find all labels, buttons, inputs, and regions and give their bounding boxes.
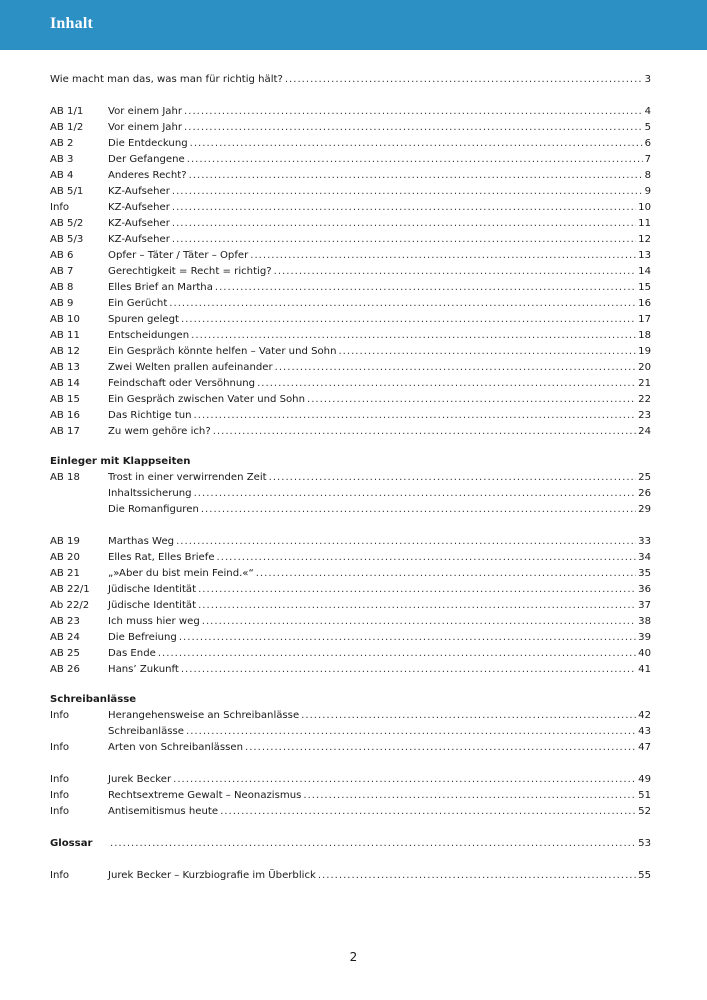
toc-entry-page: 51 (638, 790, 651, 801)
toc-entry[interactable] (50, 534, 654, 550)
toc-entry-title: Elles Rat, Elles Briefe (108, 552, 215, 563)
toc-entry-page: 42 (638, 710, 651, 721)
toc-entry-code: AB 18 (50, 472, 80, 483)
dot-leader (201, 502, 636, 518)
toc-entry-title: Elles Brief an Martha (108, 282, 213, 293)
toc-entry-page: 33 (638, 536, 651, 547)
toc-entry[interactable] (50, 614, 654, 630)
toc-entry-code: Info (50, 774, 70, 785)
dot-leader (181, 662, 636, 678)
toc-entry-page: 35 (638, 568, 651, 579)
toc-entry-intro[interactable] (50, 72, 654, 88)
toc-entry-page: 52 (638, 806, 651, 817)
toc-entry[interactable] (50, 470, 654, 486)
dot-leader (202, 614, 636, 630)
toc-entry-code: AB 6 (50, 250, 74, 261)
toc-entry-title: Rechtsextreme Gewalt – Neonazismus (108, 790, 302, 801)
dot-leader (307, 392, 636, 408)
toc-entry-code: AB 5/3 (50, 234, 84, 245)
toc-entry-code: AB 14 (50, 378, 80, 389)
toc-entry-title: „»Aber du bist mein Feind.«“ (108, 568, 254, 579)
toc-entry-page: 12 (638, 234, 651, 245)
toc-entry-page: 10 (638, 202, 651, 213)
toc-entry[interactable] (50, 708, 654, 724)
toc-entry[interactable] (50, 772, 654, 788)
toc-entry-code: AB 25 (50, 648, 80, 659)
dot-leader (187, 152, 643, 168)
toc-entry-page: 17 (638, 314, 651, 325)
toc-entry-page: 18 (638, 330, 651, 341)
toc-entry-page: 7 (644, 154, 651, 165)
toc-entry-title: Antisemitismus heute (108, 806, 219, 817)
toc-entry-glossar[interactable] (50, 836, 654, 852)
toc-entry-page: 9 (644, 186, 651, 197)
toc-entry-code: Info (50, 710, 70, 721)
toc-entry-title: Herangehensweise an Schreibanlässe (108, 710, 300, 721)
dot-leader (189, 168, 643, 184)
toc-entry-title: Inhaltssicherung (108, 488, 192, 499)
toc-entry-code: Info (50, 790, 70, 801)
toc-entry[interactable] (50, 296, 654, 312)
toc-entry-page: 43 (638, 726, 651, 737)
toc-entry-code: AB 5/1 (50, 186, 84, 197)
dot-leader (318, 868, 636, 884)
toc-entry[interactable] (50, 662, 654, 678)
toc-entry-title: Jurek Becker (108, 774, 172, 785)
toc-entry[interactable] (50, 424, 654, 440)
toc-entry-code: AB 7 (50, 266, 74, 277)
dot-leader (301, 708, 636, 724)
toc-entry-page: 39 (638, 632, 651, 643)
toc-entry-code: AB 17 (50, 426, 80, 437)
toc-entry-page: 21 (638, 378, 651, 389)
toc-entry-title: Zwei Welten prallen aufeinander (108, 362, 273, 373)
toc-entry[interactable] (50, 486, 654, 502)
toc-entry-title: Ein Gespräch zwischen Vater und Sohn (108, 394, 305, 405)
dot-leader (338, 344, 636, 360)
toc-entry-page: 14 (638, 266, 651, 277)
toc-entry-title: Trost in einer verwirrenden Zeit (108, 472, 267, 483)
toc-second-list (50, 534, 654, 678)
toc-entry-code: AB 9 (50, 298, 74, 309)
toc-entry-page: 22 (638, 394, 651, 405)
dot-leader (194, 408, 637, 424)
toc-entry-page: 6 (644, 138, 651, 149)
dot-leader (181, 312, 636, 328)
dot-leader (169, 296, 636, 312)
toc-entry-title: Gerechtigkeit = Recht = richtig? (108, 266, 272, 277)
toc-entry-code: AB 12 (50, 346, 80, 357)
dot-leader (172, 216, 636, 232)
dot-leader (217, 550, 637, 566)
dot-leader (186, 724, 636, 740)
dot-leader (213, 424, 636, 440)
dot-leader (257, 376, 636, 392)
toc-entry[interactable] (50, 598, 654, 614)
toc-entry-title: Feindschaft oder Versöhnung (108, 378, 256, 389)
toc-entry-title: Der Gefangene (108, 154, 185, 165)
toc-entry-title: Entscheidungen (108, 330, 190, 341)
toc-entry[interactable] (50, 328, 654, 344)
toc-entry-title: Vor einem Jahr (108, 106, 183, 117)
toc-entry-page: 13 (638, 250, 651, 261)
toc-entry-page: 55 (638, 870, 651, 881)
toc-entry-code: AB 21 (50, 568, 80, 579)
dot-leader (198, 582, 636, 598)
toc-entry-title: Ein Gespräch könnte helfen – Vater und Sohn (108, 346, 337, 357)
dot-leader (110, 836, 636, 852)
dot-leader (191, 328, 636, 344)
toc-entry[interactable] (50, 184, 654, 200)
toc-entry[interactable] (50, 200, 654, 216)
toc-entry-code: AB 15 (50, 394, 80, 405)
toc-entry-code: AB 5/2 (50, 218, 84, 229)
toc-entry-code: AB 26 (50, 664, 80, 675)
toc-entry[interactable] (50, 248, 654, 264)
toc-entry-title: Jüdische Identität (108, 584, 197, 595)
toc-entry-title: Zu wem gehöre ich? (108, 426, 211, 437)
toc-entry[interactable] (50, 216, 654, 232)
toc-entry-page: 29 (638, 504, 651, 515)
toc-entry[interactable] (50, 392, 654, 408)
dot-leader (256, 566, 636, 582)
toc-entry[interactable] (50, 168, 654, 184)
toc-entry-page: 41 (638, 664, 651, 675)
dot-leader (172, 184, 643, 200)
toc-entry-title: Ein Gerücht (108, 298, 168, 309)
toc-entry-title: Ich muss hier weg (108, 616, 200, 627)
dot-leader (285, 72, 643, 88)
toc-entry-code: AB 19 (50, 536, 80, 547)
toc-entry-title: KZ-Aufseher (108, 202, 170, 213)
toc-entry-code: AB 4 (50, 170, 74, 181)
toc-entry-page: 23 (638, 410, 651, 421)
toc-entry-page: 26 (638, 488, 651, 499)
dot-leader (158, 646, 636, 662)
toc-entry-code: Glossar (50, 838, 93, 849)
toc-entry-code: Ab 22/2 (50, 600, 90, 611)
toc-main-list (50, 104, 654, 440)
dot-leader (179, 630, 636, 646)
toc-entry-code: AB 3 (50, 154, 74, 165)
toc-entry-page: 4 (644, 106, 651, 117)
toc-entry-title: KZ-Aufseher (108, 218, 170, 229)
toc-entry-title: Arten von Schreibanlässen (108, 742, 243, 753)
toc-entry-title: Die Befreiung (108, 632, 177, 643)
toc-entry-page: 38 (638, 616, 651, 627)
toc-entry-page: 24 (638, 426, 651, 437)
toc-entry-code: AB 23 (50, 616, 80, 627)
toc-entry-code: AB 1/1 (50, 106, 84, 117)
toc-entry-code: AB 20 (50, 552, 80, 563)
section-heading-schreibanlaesse: Schreibanlässe (50, 694, 137, 705)
toc-entry-page: 5 (644, 122, 651, 133)
toc-entry-final[interactable] (50, 868, 654, 884)
dot-leader (173, 772, 636, 788)
toc-entry-page: 20 (638, 362, 651, 373)
dot-leader (275, 360, 637, 376)
toc-entry[interactable] (50, 502, 654, 518)
toc-entry-page: 25 (638, 472, 651, 483)
toc-entry[interactable] (50, 312, 654, 328)
toc-entry-code: AB 2 (50, 138, 74, 149)
toc-entry[interactable] (50, 724, 654, 740)
dot-leader (172, 232, 636, 248)
toc-entry-title: Anderes Recht? (108, 170, 187, 181)
dot-leader (269, 470, 637, 486)
toc-entry-code: AB 1/2 (50, 122, 84, 133)
toc-entry-page: 16 (638, 298, 651, 309)
toc-entry-title: KZ-Aufseher (108, 234, 170, 245)
section-heading-einleger: Einleger mit Klappseiten (50, 456, 191, 467)
toc-entry[interactable] (50, 344, 654, 360)
toc-entry-page: 8 (644, 170, 651, 181)
toc-entry[interactable] (50, 120, 654, 136)
dot-leader (184, 104, 643, 120)
toc-entry-title: Marthas Weg (108, 536, 175, 547)
toc-entry-code: AB 13 (50, 362, 80, 373)
toc-entry-title: Wie macht man das, was man für richtig hält? (50, 74, 283, 85)
toc-entry-code: AB 24 (50, 632, 80, 643)
dot-leader (194, 486, 637, 502)
toc-entry-code: AB 10 (50, 314, 80, 325)
toc-entry[interactable] (50, 376, 654, 392)
dot-leader (245, 740, 636, 756)
toc-schreibanlaesse-list (50, 708, 654, 756)
toc-entry-title: Spuren gelegt (108, 314, 179, 325)
toc-entry-title: Jüdische Identität (108, 600, 197, 611)
toc-entry[interactable] (50, 264, 654, 280)
toc-entry[interactable] (50, 104, 654, 120)
toc-entry-page: 47 (638, 742, 651, 753)
table-of-contents (50, 72, 654, 884)
page-title: Inhalt (50, 15, 93, 32)
toc-entry-page: 53 (638, 838, 651, 849)
toc-entry[interactable] (50, 804, 654, 820)
toc-entry-code: Info (50, 870, 70, 881)
page-number: 2 (349, 950, 358, 964)
dot-leader (215, 280, 636, 296)
toc-entry-title: Jurek Becker – Kurzbiografie im Überblick (108, 870, 316, 881)
dot-leader (190, 136, 643, 152)
toc-entry-page: 15 (638, 282, 651, 293)
toc-entry[interactable] (50, 232, 654, 248)
toc-entry-code: AB 22/1 (50, 584, 90, 595)
toc-entry[interactable] (50, 136, 654, 152)
dot-leader (303, 788, 636, 804)
dot-leader (274, 264, 637, 280)
toc-entry[interactable] (50, 788, 654, 804)
header-bar (0, 0, 707, 50)
toc-entry-title: Opfer – Täter / Täter – Opfer (108, 250, 249, 261)
toc-entry-page: 34 (638, 552, 651, 563)
toc-entry-title: Hans’ Zukunft (108, 664, 179, 675)
dot-leader (198, 598, 636, 614)
toc-entry-page: 36 (638, 584, 651, 595)
toc-entry-code: AB 11 (50, 330, 80, 341)
toc-entry-page: 3 (644, 74, 651, 85)
toc-entry-code: Info (50, 202, 70, 213)
dot-leader (184, 120, 643, 136)
dot-leader (176, 534, 636, 550)
toc-entry-page: 19 (638, 346, 651, 357)
dot-leader (250, 248, 636, 264)
toc-entry-title: KZ-Aufseher (108, 186, 170, 197)
toc-entry-title: Das Richtige tun (108, 410, 192, 421)
toc-entry[interactable] (50, 550, 654, 566)
toc-entry-code: AB 16 (50, 410, 80, 421)
toc-entry-title: Vor einem Jahr (108, 122, 183, 133)
toc-entry[interactable] (50, 360, 654, 376)
toc-entry[interactable] (50, 582, 654, 598)
toc-entry-page: 49 (638, 774, 651, 785)
toc-entry[interactable] (50, 630, 654, 646)
toc-entry-page: 40 (638, 648, 651, 659)
toc-info-list (50, 772, 654, 820)
dot-leader (172, 200, 636, 216)
toc-entry-title: Die Entdeckung (108, 138, 188, 149)
toc-entry[interactable] (50, 152, 654, 168)
toc-entry-title: Die Romanfiguren (108, 504, 199, 515)
toc-entry[interactable] (50, 280, 654, 296)
toc-entry-code: Info (50, 806, 70, 817)
toc-entry[interactable] (50, 566, 654, 582)
toc-entry-title: Schreibanlässe (108, 726, 185, 737)
toc-entry[interactable] (50, 740, 654, 756)
toc-einleger-list (50, 470, 654, 518)
toc-entry-title: Das Ende (108, 648, 156, 659)
toc-entry[interactable] (50, 646, 654, 662)
toc-entry-page: 37 (638, 600, 651, 611)
toc-entry-code: AB 8 (50, 282, 74, 293)
toc-entry-page: 11 (638, 218, 651, 229)
toc-entry[interactable] (50, 408, 654, 424)
dot-leader (220, 804, 636, 820)
toc-entry-code: Info (50, 742, 70, 753)
